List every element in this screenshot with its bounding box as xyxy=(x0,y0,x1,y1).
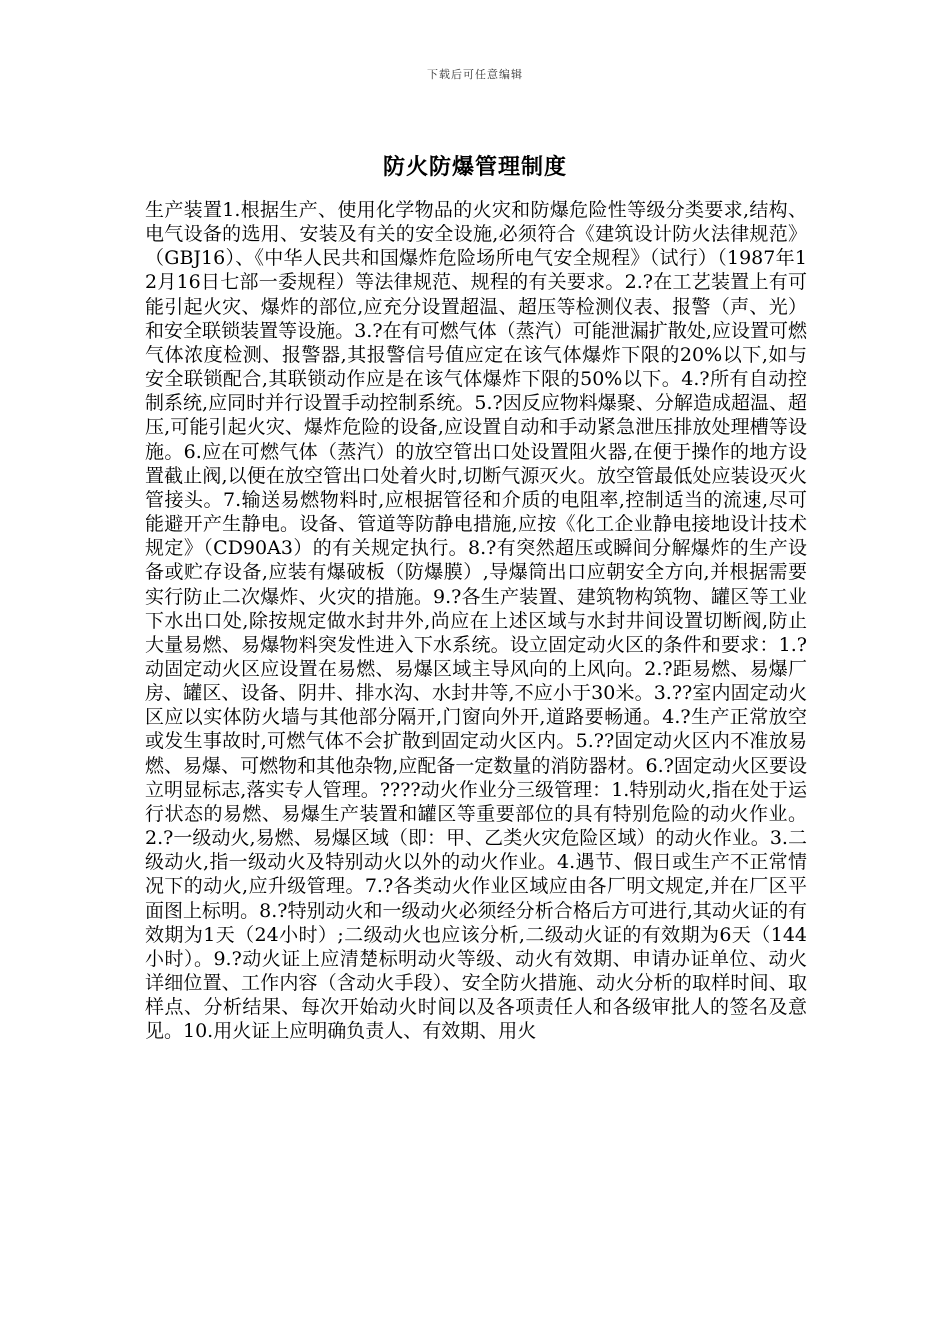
header-note: 下载后可任意编辑 xyxy=(427,68,523,81)
body-paragraph: 生产装置1.根据生产、使用化学物品的火灾和防爆危险性等级分类要求,结构、电气设备的选用、安装及有关的安全设施,必须符合《建筑设计防火法律规范》（GBJ16）、《中华人民共和国爆炸危险场所电气安全规程》（试行）（1987年12月16日七部一委规程）等法律规范、规程的有关要求。2.?在工艺装置上有可能引起火灾、爆炸的部位,应充分设置超温、超压等检测仪表、报警（声、光）和安全联锁装置等设施。3.?在有可燃气体（蒸汽）可能泄漏扩散处,应设置可燃气体浓度检测、报警器,其报警信号值应定在该气体爆炸下限的20%以下,如与安全联锁配合,其联锁动作应是在该气体爆炸下限的50%以下。4.?所有自动控制系统,应同时并行设置手动控制系统。5.?因反应物料爆聚、分解造成超温、超压,可能引起火灾、爆炸危险的设备,应设置自动和手动紧急泄压排放处理槽等设施。6.应在可燃气体（蒸汽）的放空管出口处设置阻火器,在便于操作的地方设置截止阀,以便在放空管出口处着火时,切断气源灭火。放空管最低处应装设灭火管接头。7.输送易燃物料时,应根据管径和介质的电阻率,控制适当的流速,尽可能避开产生静电。设备、管道等防静电措施,应按《化工企业静电接地设计技术规定》（CD90A3）的有关规定执行。8.?有突然超压或瞬间分解爆炸的生产设备或贮存设备,应装有爆破板（防爆膜）,导爆筒出口应朝安全方向,并根据需要实行防止二次爆炸、火灾的措施。9.?各生产装置、建筑物构筑物、罐区等工业下水出口处,除按规定做水封井外,尚应在上述区域与水封井间设置切断阀,防止大量易燃、易爆物料突发性进入下水系统。设立固定动火区的条件和要求：1.?动固定动火区应设置在易燃、易爆区域主导风向的上风向。2.?距易燃、易爆厂房、罐区、设备、阴井、排水沟、水封井等,不应小于30米。3.??室内固定动火区应以实体防火墙与其他部分隔开,门窗向外开,道路要畅通。4.?生产正常放空或发生事故时,可燃气体不会扩散到固定动火区内。5.??固定动火区内不准放易燃、易爆、可燃物和其他杂物,应配备一定数量的消防器材。6.?固定动火区要设立明显标志,落实专人管理。????动火作业分三级管理：1.特别动火,指在处于运行状态的易燃、易爆生产装置和罐区等重要部位的具有特别危险的动火作业。2.?一级动火,易燃、易爆区域（即：甲、乙类火灾危险区域）的动火作业。3.二级动火,指一级动火及特别动火以外的动火作业。4.遇节、假日或生产不正常情况下的动火,应升级管理。7.?各类动火作业区域应由各厂明文规定,并在厂区平面图上标明。8.?特别动火和一级动火必须经分析合格后方可进行,其动火证的有效期为1天（24小时）;二级动火也应该分析,二级动火证的有效期为6天（144小时）。9.?动火证上应清楚标明动火等级、动火有效期、申请办证单位、动火详细位置、工作内容（含动火手段）、安全防火措施、动火分析的取样时间、取样点、分析结果、每次开始动火时间以及各项责任人和各级审批人的签名及意见。10.用火证上应明确负责人、有效期、用火 xyxy=(145,199,807,1043)
page-title: 防火防爆管理制度 xyxy=(382,155,567,180)
